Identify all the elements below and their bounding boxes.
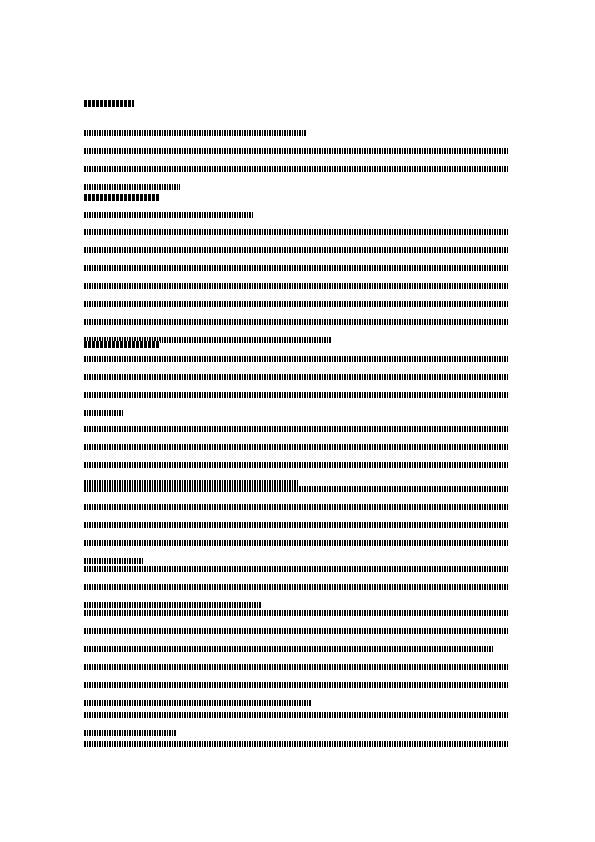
section-heading-2 [84, 341, 160, 348]
paragraph-3 [84, 212, 510, 218]
text-line [84, 392, 510, 398]
text-line [84, 540, 510, 546]
paragraph-1 [84, 130, 510, 136]
text-line [84, 602, 510, 608]
text-line [84, 166, 510, 172]
text-line [84, 444, 510, 450]
text-line [84, 712, 510, 718]
text-line [84, 283, 510, 289]
text-line [84, 584, 510, 590]
text-line [84, 426, 510, 432]
paragraph-11 [84, 741, 510, 747]
text-line [84, 356, 510, 362]
text-line [84, 229, 510, 235]
text-line [84, 664, 510, 670]
text-line [84, 566, 510, 572]
paragraph-8 [84, 566, 510, 608]
paragraph-6 [84, 426, 510, 486]
text-line [84, 184, 510, 190]
text-line [84, 741, 510, 747]
text-line [84, 212, 510, 218]
text-line [84, 130, 510, 136]
text-line [84, 504, 510, 510]
text-line [84, 700, 510, 706]
paragraph-10 [84, 712, 510, 736]
text-line [84, 410, 510, 416]
text-line [84, 462, 510, 468]
text-line [84, 374, 510, 380]
text-line [84, 558, 510, 564]
paragraph-2 [84, 148, 510, 190]
text-line [84, 247, 510, 253]
text-line [84, 730, 510, 736]
text-line [84, 301, 510, 307]
text-line [84, 148, 510, 154]
paragraph-7 [84, 486, 510, 564]
paragraph-5 [84, 356, 510, 416]
text-line [84, 610, 510, 616]
text-line [84, 646, 510, 652]
text-line [84, 265, 510, 271]
section-heading-1 [84, 194, 160, 201]
text-line [84, 682, 510, 688]
text-line [84, 628, 510, 634]
text-line [84, 319, 510, 325]
paragraph-9 [84, 610, 510, 706]
paragraph-4 [84, 229, 510, 343]
text-line [84, 522, 510, 528]
text-line [84, 486, 510, 492]
document-title [84, 100, 134, 107]
